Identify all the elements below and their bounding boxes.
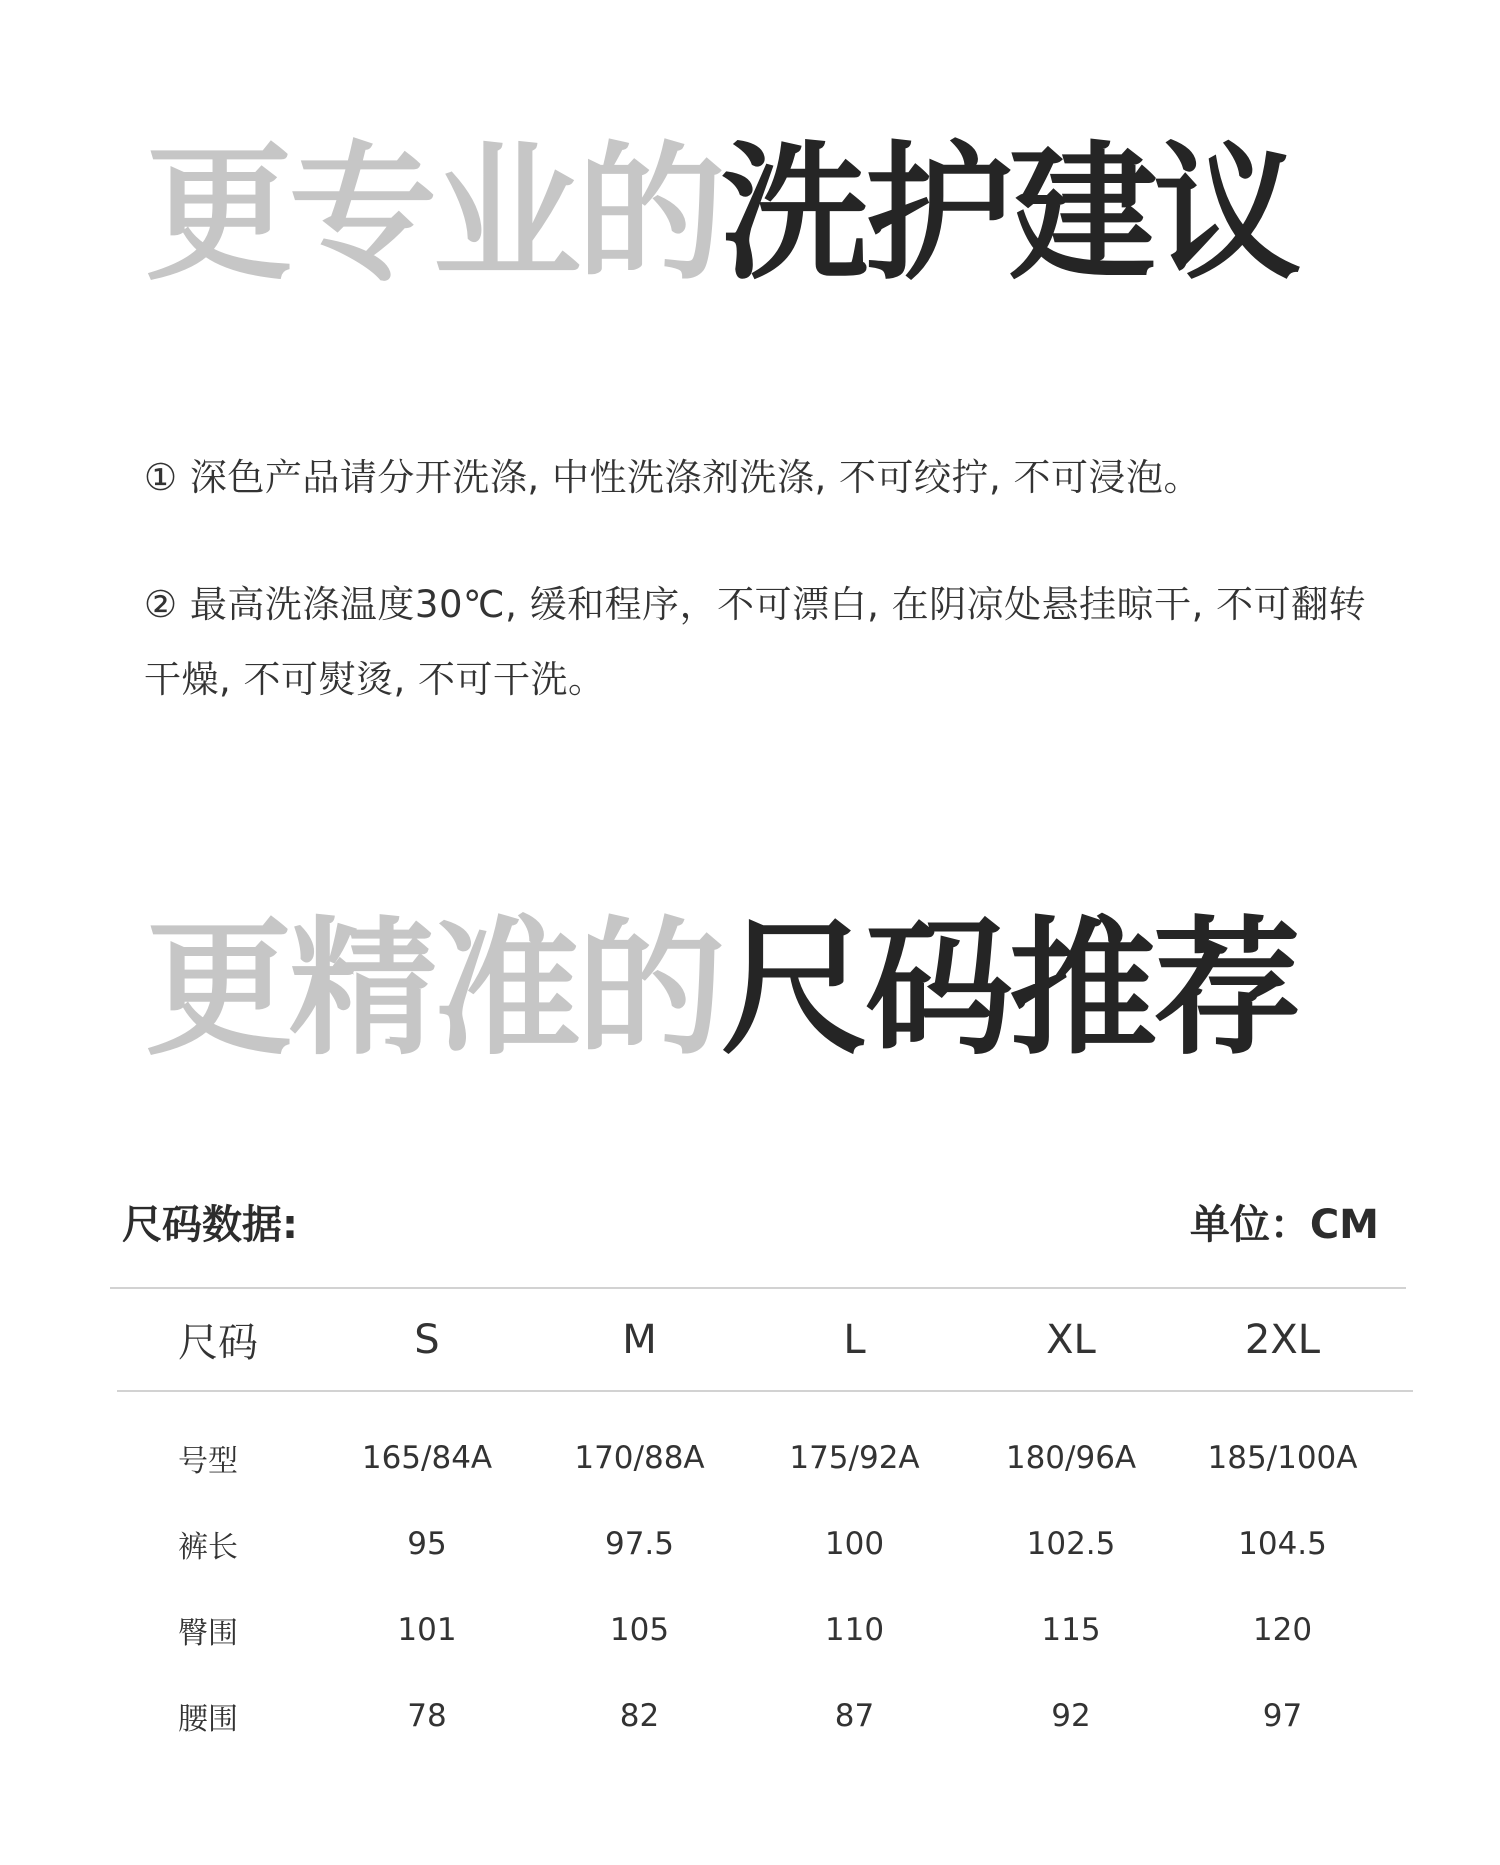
care-instruction-item: ① 深色产品请分开洗涤, 中性洗涤剂洗涤, 不可绞拧, 不可浸泡。 [144, 456, 1201, 499]
table-cell: 95 [407, 1526, 447, 1562]
care-section-heading [145, 128, 1297, 300]
column-header-m: M [622, 1316, 657, 1363]
table-cell: 87 [834, 1698, 875, 1734]
table-cell: 92 [1051, 1698, 1091, 1734]
table-row [117, 1415, 1413, 1501]
table-cell: 175/92A [789, 1440, 920, 1476]
table-cell: 104.5 [1238, 1526, 1327, 1562]
table-cell: 102.5 [1026, 1526, 1116, 1562]
size-table [117, 1289, 1413, 1759]
corner-label: 尺码 [178, 1320, 258, 1366]
care-instruction-item: ② 最高洗涤温度30℃, 缓和程序，不可漂白, 在阴凉处悬挂晾干, 不可翻转干燥, 不可熨烫, 不可干洗。 [144, 583, 1367, 701]
column-header-2xl: 2XL [1244, 1316, 1321, 1363]
table-cell: 120 [1252, 1612, 1313, 1648]
table-cell: 101 [397, 1612, 457, 1648]
table-cell: 115 [1041, 1612, 1101, 1648]
column-header-xl: XL [1046, 1316, 1096, 1363]
table-row [117, 1587, 1413, 1673]
size-heading-dark-part: 尺码推荐 [721, 903, 1297, 1075]
table-cell: 97.5 [604, 1526, 675, 1562]
table-cell: 82 [619, 1698, 660, 1734]
table-cell: 110 [824, 1612, 885, 1648]
column-header-l: L [843, 1316, 866, 1363]
row-label: 号型 [178, 1444, 238, 1479]
size-table-caption [122, 1193, 1379, 1249]
row-label: 臀围 [178, 1616, 238, 1651]
care-heading-dark-part: 洗护建议 [721, 128, 1297, 300]
care-heading-light-part: 更专业的 [145, 128, 721, 300]
table-cell: 100 [824, 1526, 885, 1562]
size-table-header-row [117, 1289, 1413, 1390]
row-label: 腰围 [178, 1702, 238, 1737]
table-cell: 165/84A [361, 1440, 493, 1476]
size-heading-light-part: 更精准的 [145, 903, 721, 1075]
table-row [117, 1501, 1413, 1587]
table-cell: 170/88A [574, 1440, 705, 1476]
table-cell: 185/100A [1207, 1440, 1358, 1476]
table-cell: 78 [407, 1698, 447, 1734]
table-row [117, 1673, 1413, 1759]
column-header-s: S [414, 1316, 440, 1363]
care-instructions-list [144, 440, 1384, 717]
size-section-heading [145, 903, 1297, 1075]
table-cell: 180/96A [1005, 1440, 1137, 1476]
unit-label: 单位：CM [1189, 1202, 1379, 1248]
table-cell: 105 [609, 1612, 670, 1648]
size-data-label: 尺码数据: [122, 1202, 298, 1248]
table-cell: 97 [1262, 1698, 1303, 1734]
row-label: 裤长 [178, 1530, 238, 1565]
